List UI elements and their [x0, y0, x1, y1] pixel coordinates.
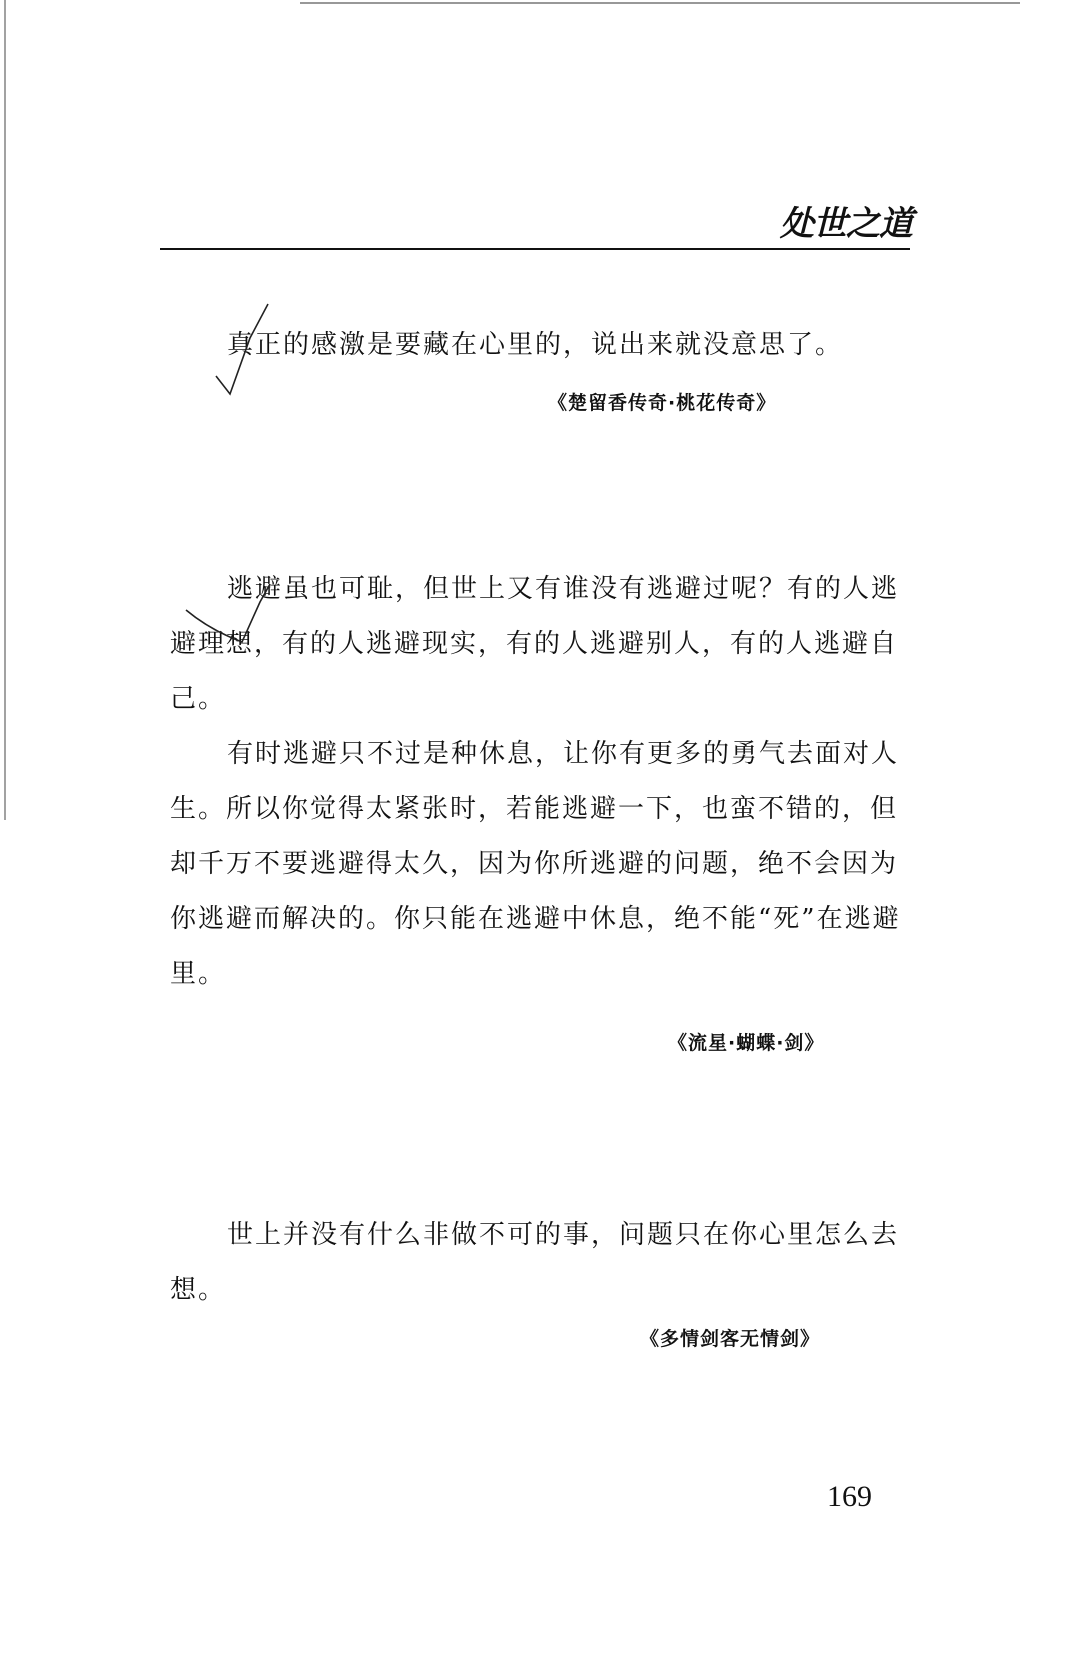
quote-1-paragraph-1: 真正的感激是要藏在心里的，说出来就没意思了。	[227, 330, 844, 360]
quote-2-paragraph-2: 有时逃避只不过是种休息，让你有更多的勇气去面对人生。所以你觉得太紧张时，若能逃避一下，也蛮不错的，但却千万不要逃避得太久，因为你所逃避的问题，绝不会因为你逃避而解决的。你只能在逃避中休息，绝不能“死”在逃避里。	[170, 739, 901, 989]
header-rule	[160, 248, 910, 250]
quote-2	[170, 562, 908, 1002]
quote-3-paragraph-1: 世上并没有什么非做不可的事，问题只在你心里怎么去想。	[170, 1220, 900, 1305]
section-title: 处世之道	[780, 204, 912, 244]
quote-3-source: 《多情剑客无情剑》	[640, 1328, 821, 1350]
quote-3	[170, 1208, 908, 1318]
scan-edge-top	[300, 2, 1020, 4]
quote-2-source: 《流星·蝴蝶·剑》	[668, 1032, 825, 1054]
quote-1	[170, 318, 908, 373]
page-number: 169	[827, 1480, 872, 1513]
quote-1-source: 《楚留香传奇·桃花传奇》	[548, 392, 777, 414]
quote-2-paragraph-1: 逃避虽也可耻，但世上又有谁没有逃避过呢？有的人逃避理想，有的人逃避现实，有的人逃避别人，有的人逃避自己。	[170, 574, 900, 714]
scan-edge-left	[4, 0, 6, 820]
